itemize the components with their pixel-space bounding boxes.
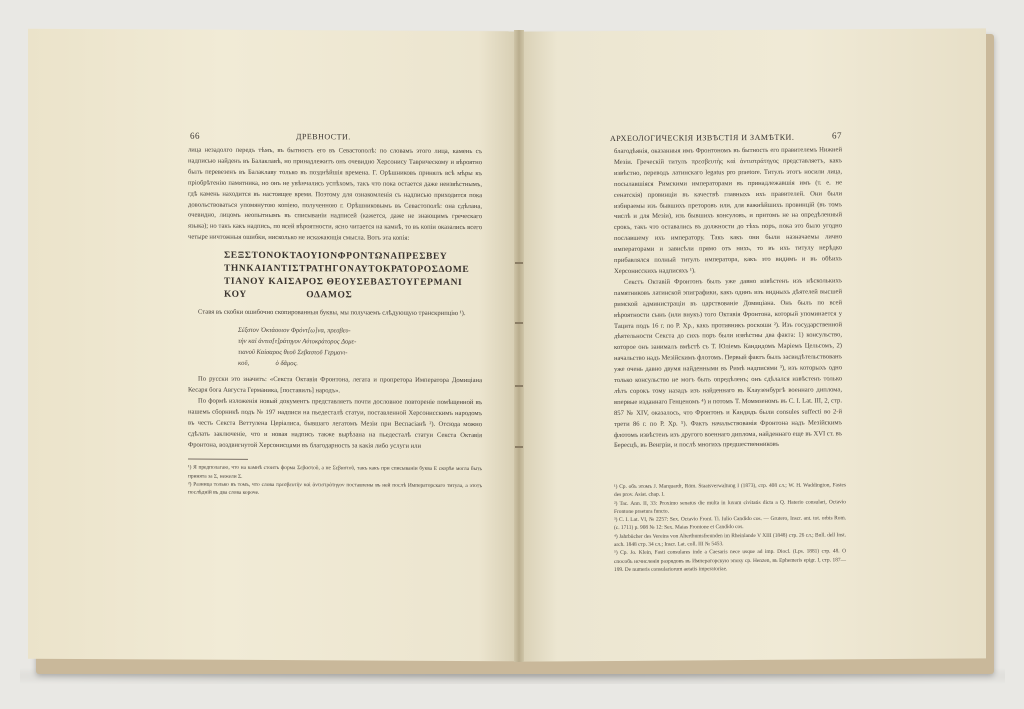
right-footnote-4: ⁴) Jahrbücher des Vereins von Alterthumsfreunden im Rheinlande V XIII (1848) стр. 26 сл.; Bull. dell Inst. arch. 1848 стр. 34 сл.; Inscr. Lat. coll. III № 5453. [614, 532, 846, 549]
transcription-line: κοῦ, ὁ δᾶμος. [238, 359, 298, 368]
transcription-line: τιανοῦ Καίσαρος θεοῦ Σεβαστοῦ Γερμανι- [238, 348, 348, 357]
greek-transcription [238, 325, 482, 370]
right-page [520, 28, 986, 661]
left-paragraph-form: По формѣ изложенія новый документъ представляетъ почти дословное повтореніе помѣщенной въ нашемъ сборникѣ подъ № 197 надписи на пьедесталѣ статуи, поставленной Херсонисскимъ народомъ въ честь Секста Веттулена Церіалиса, бывшаго легатомъ Мезіи при Веспасіанѣ ²). Отсюда можно сдѣлать заключеніе, что и новая надпись также вырѣзана на пьедесталѣ статуи Секста Октавія Фронтона, воздвигнутой Херсонисцами въ благодарность за какія либо услуги или [188, 397, 482, 450]
open-book [28, 30, 990, 670]
footnote-rule-left [188, 459, 248, 460]
transcription-line: Σέξστον Ὀκτάουιον Φρόντ[ω]να, πρεσβευ- [238, 326, 351, 335]
page-number-right: 67 [832, 130, 842, 141]
greek-copy-line: ΣΕΞΣΤΟΝΟΚΤΑΟΥΙΟΝΦΡΟΝΤΩΝΑΠΡΕΣΒΕΥ [224, 250, 448, 263]
right-footnote-1: ¹) Ср. объ этомъ J. Marquardt, Röm. Staatsverwaltung I (1873), стр. 408 сл.; W. H. Waddington, Fastes des prov. Asiat. chap. I. [614, 482, 846, 499]
running-head-right: АРХЕОЛОГИЧЕСКІЯ ИЗВѢСТІЯ И ЗАМѢТКИ. [610, 132, 795, 143]
binding-thread [515, 322, 523, 324]
greek-inscription-copy [224, 250, 482, 303]
left-paragraph-transcription-intro: Ставя въ скобки ошибочно скопированныя буквы, мы получаемъ слѣдующую транскрипцію ¹). [198, 308, 466, 318]
binding-thread [515, 262, 523, 264]
book-gutter [514, 30, 524, 662]
greek-copy-line: ΤΗΝΚΑΙΑΝΤΙΣΤΡΑΤΗΓΟΝΑΥΤΟΚΡΑΤΟΡΟΣΔΟΜΕ [224, 263, 470, 276]
binding-thread [515, 385, 523, 387]
left-body [188, 146, 482, 499]
left-footnote-1: ¹) Я предполагаю, что на камнѣ стоитъ форма Σεβαστοῦ, а не Σεβαστοῦ, такъ какъ при списываніи буква Е скорѣе могла быть принята за Σ, нежели Σ. [188, 464, 482, 480]
right-footnote-3: ³) C. I. Lat. VI, № 2257: Sex. Octavio Front. Ti. Iulio Candido cos. — Grutero, Inscr. ant. tot. orbis Rom. (c. 1711) p. 908 № 12: Sex. Maias Frontone et Candido cos. [614, 515, 846, 532]
left-footnote-2: ²) Разница только въ томъ, что слова πρεσβευτὴν καὶ ἀντιστράτηγον поставлены въ ней послѣ Императорскаго титула, а этотъ послѣдній въ два слова короче. [188, 481, 482, 496]
transcription-line: τὴν καὶ ἀντισ[τ]ράτηγον Αὐτοκράτορος Δομε- [238, 337, 357, 346]
right-footnotes [614, 481, 846, 574]
binding-thread [515, 446, 523, 448]
left-page [28, 29, 518, 662]
greek-copy-line: ΤΙΑΝΟΥ ΚΑΙΣΑΡΟΣ ΘΕΟΥΣΕΒΑΣΤΟΥΓΕΡΜΑΝΙ [224, 276, 463, 289]
greek-copy-line: ΚΟΥ ΟΔΑΜΟΣ [224, 289, 353, 301]
page-number-left: 66 [190, 130, 200, 141]
running-head-left: ДРЕВНОСТИ. [296, 132, 351, 142]
right-footnote-5: ⁵) Ср. Jo. Klein, Fasti consulares inde a Caesaris nece usque ad imp. Diocl. (Lps. 1881) стр. 48. О способъ исчисленія разрядовъ въ Императорскую эпоху ср. Henzen, въ Ephemeris epigr. I, стр. 187—199. De numeris consulariorum aetatis imperatoriae. [614, 548, 846, 573]
right-paragraph-2: Секстъ Октавій Фронтонъ былъ уже давно извѣстенъ изъ нѣсколькихъ памятниковъ латинской эпиграфики, какъ одинъ изъ видныхъ дѣятелей высшей римской администраціи въ царствованіе Домиціана. Онъ былъ по всей вѣроятности сынъ (или внукъ) того Октавія Фронтона, который упоминается у Тацита подъ 16 г. по Р. Хр., какъ противникъ роскоши ²). Изъ государственной дѣятельности Секста до сихъ поръ были извѣстны два факта: 1) консульство, которое онъ занималъ вмѣстѣ съ Т. Юліемъ Кандидомъ Маріемъ Цельсомъ, 2) начальство надъ Мезійскимъ флотомъ. Первый фактъ былъ засвидѣтельствованъ уже очень давно двумя найденными въ Римѣ надписями ³), изъ которыхъ одно только консульство не могъ быть опредѣленъ; онъ сдѣлался извѣстенъ только лѣтъ сорокъ тому назадъ изъ найденнаго въ Клаузенбургѣ военнаго диплома, впервые изданнаго Генценомъ ⁴) и потомъ Т. Моммзеномъ въ C. I. Lat. III, 2, стр. 857 № XIV, оказалось, что Фронтонъ и Кандидъ были consules suffecti во 2-й трети 86 г. по Р. Хр. ⁵). Фактъ начальствованія Фронтона надъ Мезійскимъ флотомъ извѣстенъ изъ другого военнаго диплома, найденнаго еще въ XVI ст. въ Бересцѣ, въ Венгріи, и послѣ многихъ предшественниковъ [614, 277, 842, 450]
right-body [614, 145, 842, 452]
right-footnote-2: ²) Tac. Ann. II, 33: Proximo senatus die multa in luxum civitatis dicta a Q. Haterio consulari, Octavio Frontone praetura functo. [614, 498, 846, 515]
left-paragraph-1: лица незадолго передъ тѣмъ, въ бытность его въ Севастополѣ: по словамъ этого лица, камень съ надписью найденъ въ Балаклавѣ, но принадлежитъ онъ очевидно Херсонису Таврическому и вѣроятно былъ перевезенъ въ Балаклаву только въ позднѣйшія времена. Г. Орѣшниковъ принялъ всѣ мѣры къ пріобрѣтенію памятника, но онъ не увѣнчались успѣхомъ, такъ что пока остается даже неизвѣстнымъ, гдѣ камень находится въ настоящее время. Поэтому для ознакомленія съ надписью приходится пока довольствоваться упомянутою копіею, полученною г. Орѣшниковымъ въ Севастополѣ: она сдѣлана, очевидно, лицомъ неопытнымъ въ списываніи надписей (кажется, даже не знающимъ греческаго языка); но такъ какъ надпись, по всей вѣроятности, ясно читается на камнѣ, то въ копіи оказались всего четыре ничтожныя ошибки, нисколько не искажающія смысла. Вотъ эта копія: [188, 146, 482, 242]
left-paragraph-translation: По русски это значитъ: «Секста Октавія Фронтона, легата и пропретора Императора Домиціана Кесаря бога Августа Германика, [поставилъ] народъ». [188, 375, 482, 395]
right-paragraph-1: благодѣянія, оказанныя имъ Фронтономъ въ бытность его правителемъ Нижней Мезіи. Греческій титулъ πρεσβευτὴς καὶ ἀντιστράτηγος представляетъ, какъ извѣстно, переводъ латинскаго legatus pro praetore. Титулъ этотъ носили лица, посылавшіяся Римскими императорами въ принадлежавшія имъ (т. е. не сенатскія) провинціи въ качествѣ главныхъ ихъ правителей. Они были избираемы изъ бывшихъ преторовъ или, для важнѣйшихъ провинцій (въ томъ числѣ и для Мезіи), изъ бывшихъ консуловъ, и притомъ не на опредѣленный срокъ, такъ что оставались въ должности до тѣхъ поръ, пока это было угодно пославшему ихъ императору. Такъ какъ они были назначаемы лично императорами и зависѣли прямо отъ нихъ, то въ ихъ титулу нерѣдко прибавлялся полный титулъ императора, какъ это видимъ и въ обѣихъ Херсонисскихъ надписяхъ ¹). [614, 146, 842, 275]
